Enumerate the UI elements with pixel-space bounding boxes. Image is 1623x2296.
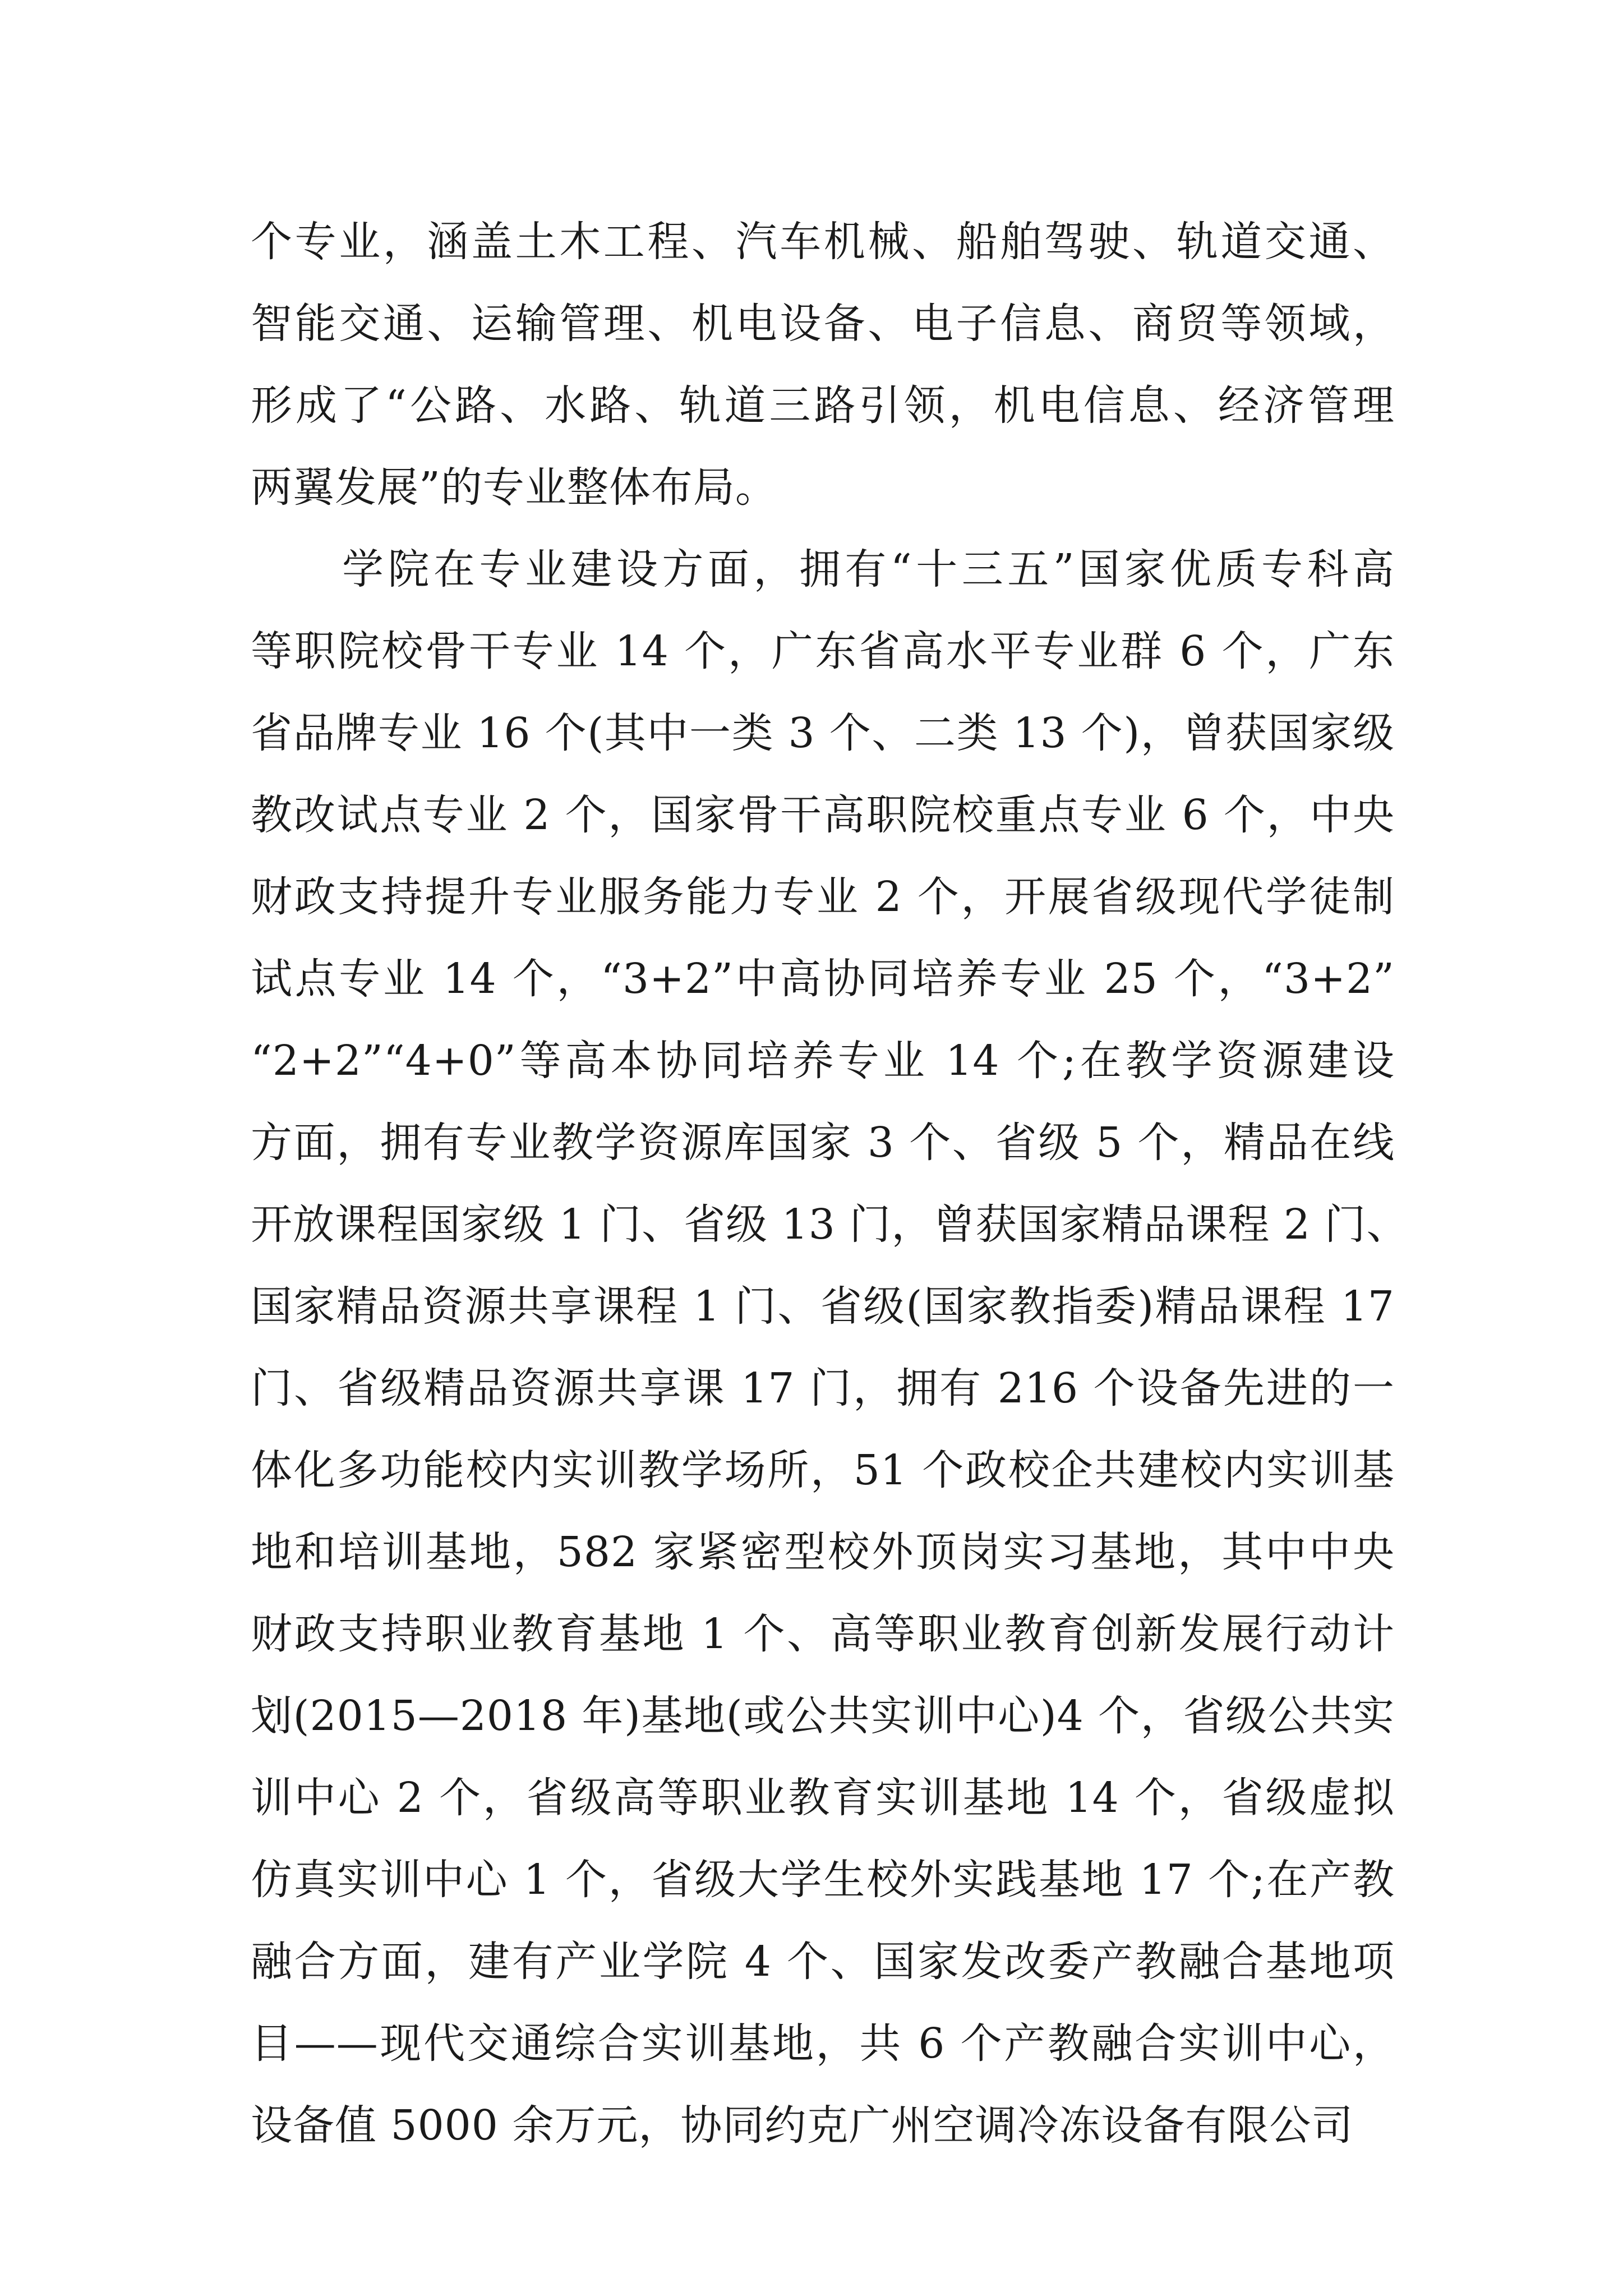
- text-line: 开放课程国家级 1 门、省级 13 门，曾获国家精品课程 2 门、: [251, 1200, 1409, 1249]
- text-line: 教改试点专业 2 个，国家骨干高职院校重点专业 6 个，中央: [251, 791, 1395, 839]
- text-line: 学院在专业建设方面，拥有“十三五”国家优质专科高: [251, 545, 1395, 593]
- text-line: “2+2”“4+0”等高本协同培养专业 14 个;在教学资源建设: [251, 1037, 1395, 1085]
- text-line: 融合方面，建有产业学院 4 个、国家发改委产教融合基地项: [251, 1938, 1395, 1986]
- text-line: 省品牌专业 16 个(其中一类 3 个、二类 13 个)，曾获国家级: [251, 709, 1395, 757]
- text-line: 地和培训基地，582 家紧密型校外顶岗实习基地，其中中央: [251, 1528, 1395, 1576]
- text-line: 训中心 2 个，省级高等职业教育实训基地 14 个，省级虚拟: [251, 1774, 1395, 1822]
- text-line: 形成了“公路、水路、轨道三路引领，机电信息、经济管理: [251, 381, 1395, 430]
- text-line: 个专业，涵盖土木工程、汽车机械、船舶驾驶、轨道交通、: [251, 218, 1395, 266]
- text-line: 两翼发展”的专业整体布局。: [251, 463, 777, 512]
- text-line: 目——现代交通综合实训基地，共 6 个产教融合实训中心，: [251, 2019, 1395, 2068]
- text-line: 财政支持提升专业服务能力专业 2 个，开展省级现代学徒制: [251, 873, 1395, 921]
- text-line: 智能交通、运输管理、机电设备、电子信息、商贸等领域，: [251, 300, 1395, 348]
- text-line: 划(2015—2018 年)基地(或公共实训中心)4 个，省级公共实: [251, 1692, 1395, 1740]
- text-line: 等职院校骨干专业 14 个，广东省高水平专业群 6 个，广东: [251, 627, 1395, 675]
- text-line: 财政支持职业教育基地 1 个、高等职业教育创新发展行动计: [251, 1610, 1395, 1658]
- text-line: 体化多功能校内实训教学场所，51 个政校企共建校内实训基: [251, 1446, 1395, 1494]
- body-text: [251, 201, 1409, 2166]
- text-line: 仿真实训中心 1 个，省级大学生校外实践基地 17 个;在产教: [251, 1856, 1395, 1904]
- text-line: 设备值 5000 余万元，协同约克广州空调冷冻设备有限公司: [251, 2101, 1354, 2150]
- text-line: 国家精品资源共享课程 1 门、省级(国家教指委)精品课程 17: [251, 1282, 1395, 1331]
- text-line: 方面，拥有专业教学资源库国家 3 个、省级 5 个，精品在线: [251, 1119, 1395, 1167]
- text-line: 门、省级精品资源共享课 17 门，拥有 216 个设备先进的一: [251, 1364, 1395, 1412]
- text-line: 试点专业 14 个，“3+2”中高协同培养专业 25 个，“3+2”: [251, 955, 1395, 1003]
